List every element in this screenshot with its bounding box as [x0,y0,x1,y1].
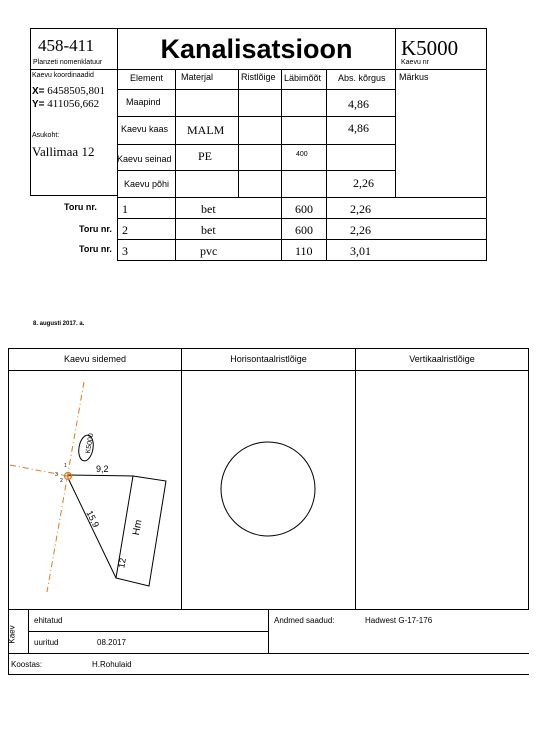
col-material: Materjal [181,72,214,82]
footer-built-label: ehitatud [34,616,63,625]
row-walls-diameter: 400 [296,151,308,158]
sketch-dimension-b: 15,9 [84,508,102,530]
row-bottom-label: Kaevu põhi [124,179,170,189]
row-lid-label: Kaevu kaas [121,124,169,134]
sketch-pipe-1: 1 [64,463,67,469]
row-bottom-height: 2,26 [353,176,374,190]
pipe-3-nr: 3 [122,244,128,258]
col-diameter: Läbimõõt [284,73,322,83]
row-walls-material: PE [198,149,213,163]
coords-label: Kaevu koordinaadid [32,72,94,79]
sketch-dimension-a: 9,2 [96,464,109,474]
footer-data-label: Andmed saadud: [274,616,335,625]
sketch-pipe-2: 2 [60,478,63,484]
sketch-well-label: K5000 [84,432,96,455]
location-label: Asukoht: [32,132,60,139]
panel-connections-title: Kaevu sidemed [63,354,127,364]
col-notes: Märkus [399,72,429,82]
row-lid-material: MALM [187,123,225,137]
footer-surveyed-label: uuritud [34,638,59,647]
row-walls-label: Kaevu seinad [117,154,172,164]
footer-side-label: Kaev [7,625,17,644]
pipe-1-label: Toru nr. [64,202,97,212]
well-number-label: Kaevu nr [401,59,430,66]
pipe-3-height: 3,01 [350,244,371,258]
dimension-line-a [68,475,133,476]
footer-author-label: Koostas: [11,660,43,669]
pipe-1-height: 2,26 [350,202,371,216]
location-value: Vallimaa 12 [32,144,95,159]
page-title: Kanalisatsioon [160,34,353,64]
footer-surveyed-date: 08.2017 [97,638,126,647]
col-element: Element [129,73,164,83]
footer-data-source: Hadwest G-17-176 [365,616,433,625]
well-number: K5000 [401,36,459,60]
row-ground-label: Maapind [126,97,161,107]
pipe-3-label: Toru nr. [79,244,112,254]
map-sheet-code-label: Planzeti nomenklatuur [33,59,103,66]
panel-horizontal-title: Horisontaalristlõige [230,354,307,364]
panel-vertical-title: Vertikaalristlõige [409,354,475,364]
pipe-3-diameter: 110 [295,244,313,258]
sketch-dimension-c: 12 [116,557,128,569]
pipe-1-nr: 1 [122,202,128,216]
pipe-3-material: pvc [200,244,218,258]
sketch-building-label: Hm [131,518,145,537]
pipe-2-height: 2,26 [350,223,371,237]
row-lid-height: 4,86 [348,121,369,135]
col-section: Ristlõige [241,72,276,82]
pipe-2-material: bet [201,223,216,237]
horizontal-section-circle [221,442,315,536]
pipe-2-diameter: 600 [295,223,313,237]
coord-x: X= 6458505,801 [32,85,106,97]
coord-y: Y= 411056,662 [32,98,100,110]
row-ground-height: 4,86 [348,97,369,111]
pipe-1-material: bet [201,202,216,216]
document-date: 8. augusti 2017. a. [33,321,85,327]
sketch-pipe-3: 3 [55,472,58,478]
reference-line-horizontal [10,465,68,476]
footer-author-name: H.Rohulaid [92,660,132,669]
pipe-1-diameter: 600 [295,202,313,216]
pipe-2-nr: 2 [122,223,128,237]
pipe-2-label: Toru nr. [79,224,112,234]
reference-line-vertical [47,382,84,592]
map-sheet-code: 458-411 [38,36,95,55]
col-height: Abs. kõrgus [338,73,386,83]
